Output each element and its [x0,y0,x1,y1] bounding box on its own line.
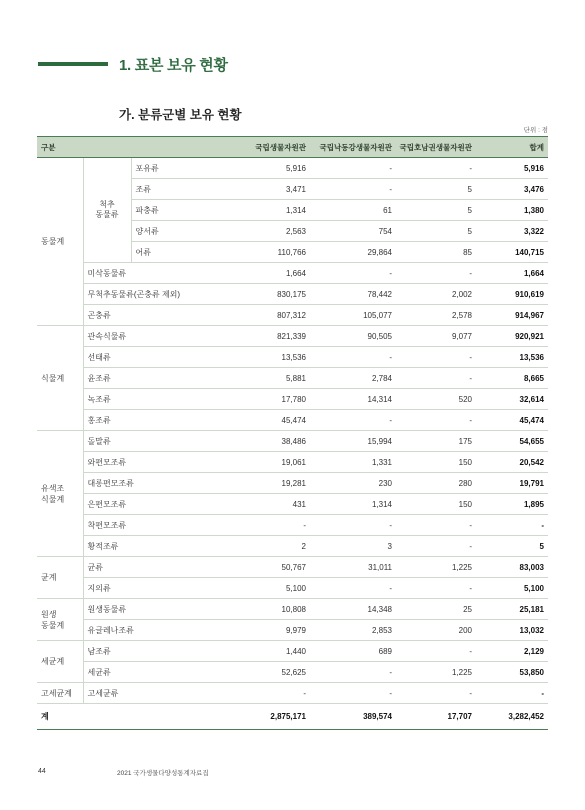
value-hnibr: 25 [396,599,476,620]
table-row [37,473,548,494]
table-row [37,641,548,662]
value-nnibr: 230 [310,473,396,494]
value-hnibr: 5 [396,200,476,221]
value-nnibr: - [310,263,396,284]
taxon-name: 홍조류 [83,410,223,431]
value-nibr: 2,563 [223,221,310,242]
total-hnibr: 17,707 [396,704,476,730]
value-total: - [476,683,548,704]
value-total: 54,655 [476,431,548,452]
value-total: 13,536 [476,347,548,368]
group-cell: 동물계 [37,158,83,326]
footer-text: 2021 국가생물다양성통계자료집 [117,770,209,777]
taxon-name: 황적조류 [83,536,223,557]
value-nibr: 830,175 [223,284,310,305]
value-total: 910,619 [476,284,548,305]
value-total: 19,791 [476,473,548,494]
value-hnibr: 175 [396,431,476,452]
table-row [37,536,548,557]
value-nibr: 19,281 [223,473,310,494]
value-nibr: 13,536 [223,347,310,368]
value-hnibr: 5 [396,221,476,242]
taxon-name: 조류 [131,179,223,200]
value-nibr: 9,979 [223,620,310,641]
table-row [37,431,548,452]
value-nibr: 17,780 [223,389,310,410]
taxon-name: 선태류 [83,347,223,368]
value-hnibr: 520 [396,389,476,410]
value-total: 1,664 [476,263,548,284]
section-title: 1. 표본 보유 현황 [119,57,228,74]
value-hnibr: - [396,641,476,662]
value-hnibr: 9,077 [396,326,476,347]
total-total: 3,282,452 [476,704,548,730]
table-row [37,578,548,599]
value-nnibr: 78,442 [310,284,396,305]
value-total: 32,614 [476,389,548,410]
value-nibr: 2 [223,536,310,557]
value-nibr: 821,339 [223,326,310,347]
taxon-name: 윤조류 [83,368,223,389]
value-nnibr: - [310,662,396,683]
value-total: 5 [476,536,548,557]
table-row [37,410,548,431]
value-total: 13,032 [476,620,548,641]
group-cell: 식물계 [37,326,83,431]
value-nnibr: 2,853 [310,620,396,641]
value-nnibr: 29,864 [310,242,396,263]
value-nibr: 10,808 [223,599,310,620]
total-nnibr: 389,574 [310,704,396,730]
sub-title: 가. 분류군별 보유 현황 [119,108,242,122]
taxon-name: 미삭동물류 [83,263,223,284]
taxon-name: 어류 [131,242,223,263]
value-hnibr: 5 [396,179,476,200]
value-hnibr: 1,225 [396,557,476,578]
value-total: 3,322 [476,221,548,242]
value-nnibr: - [310,683,396,704]
value-hnibr: - [396,578,476,599]
value-nnibr: 754 [310,221,396,242]
subgroup-cell: 척추 동물류 [83,158,131,263]
taxon-name: 고세균류 [83,683,223,704]
taxon-name: 관속식물류 [83,326,223,347]
value-nibr: 19,061 [223,452,310,473]
value-nnibr: - [310,158,396,179]
value-nibr: - [223,683,310,704]
value-nnibr: - [310,179,396,200]
value-hnibr: - [396,683,476,704]
taxon-name: 대롱편모조류 [83,473,223,494]
value-nibr: 431 [223,494,310,515]
table-row [37,515,548,536]
value-nibr: 1,440 [223,641,310,662]
taxon-name: 곤충류 [83,305,223,326]
value-nibr: 52,625 [223,662,310,683]
value-hnibr: 150 [396,494,476,515]
value-total: 914,967 [476,305,548,326]
value-nibr: 45,474 [223,410,310,431]
table-row [37,662,548,683]
group-cell: 세균계 [37,641,83,683]
table-row [37,389,548,410]
taxon-name: 무척추동물류(곤충류 제외) [83,284,223,305]
value-nnibr: 61 [310,200,396,221]
table-row [37,368,548,389]
value-nibr: 807,312 [223,305,310,326]
value-nnibr: 90,505 [310,326,396,347]
table-row [37,158,548,179]
table-row [37,494,548,515]
value-nibr: 5,881 [223,368,310,389]
unit-label: 단위 : 점 [523,127,548,134]
value-hnibr: - [396,368,476,389]
value-hnibr: - [396,263,476,284]
value-nibr: 5,100 [223,578,310,599]
column-header-nnibr: 국립낙동강생물자원관 [310,137,396,158]
value-total: 2,129 [476,641,548,662]
section-accent-bar [38,62,108,66]
taxon-name: 양서류 [131,221,223,242]
value-total: 1,895 [476,494,548,515]
value-total: 140,715 [476,242,548,263]
taxon-name: 유글레나조류 [83,620,223,641]
value-hnibr: 1,225 [396,662,476,683]
value-nibr: 5,916 [223,158,310,179]
value-nnibr: 15,994 [310,431,396,452]
group-cell: 균계 [37,557,83,599]
taxon-name: 은편모조류 [83,494,223,515]
group-cell: 유색조 식물계 [37,431,83,557]
value-total: 45,474 [476,410,548,431]
value-total: 53,850 [476,662,548,683]
value-nnibr: - [310,578,396,599]
value-hnibr: - [396,536,476,557]
value-hnibr: - [396,347,476,368]
table-row [37,620,548,641]
value-hnibr: - [396,158,476,179]
taxon-name: 세균류 [83,662,223,683]
table-total-row [37,704,548,730]
taxon-name: 착편모조류 [83,515,223,536]
value-hnibr: 85 [396,242,476,263]
taxon-name: 원생동물류 [83,599,223,620]
value-nibr: - [223,515,310,536]
table-row [37,683,548,704]
value-hnibr: 280 [396,473,476,494]
taxon-name: 지의류 [83,578,223,599]
group-cell: 고세균계 [37,683,83,704]
value-nnibr: - [310,410,396,431]
column-header-category: 구분 [37,137,223,158]
taxon-name: 와편모조류 [83,452,223,473]
value-total: 83,003 [476,557,548,578]
column-header-nibr: 국립생물자원관 [223,137,310,158]
table-row [37,305,548,326]
total-label: 계 [37,704,223,730]
value-total: 3,476 [476,179,548,200]
taxon-name: 파충류 [131,200,223,221]
value-hnibr: 2,578 [396,305,476,326]
value-nnibr: - [310,347,396,368]
value-total: 5,916 [476,158,548,179]
value-nnibr: - [310,515,396,536]
value-total: 8,665 [476,368,548,389]
value-total: 5,100 [476,578,548,599]
value-hnibr: - [396,515,476,536]
value-total: 20,542 [476,452,548,473]
value-nibr: 1,314 [223,200,310,221]
table-row [37,599,548,620]
value-nibr: 110,766 [223,242,310,263]
value-nnibr: 14,348 [310,599,396,620]
value-nnibr: 1,331 [310,452,396,473]
value-total: 920,921 [476,326,548,347]
value-hnibr: 2,002 [396,284,476,305]
value-nnibr: 3 [310,536,396,557]
taxon-name: 균류 [83,557,223,578]
value-nibr: 1,664 [223,263,310,284]
taxon-name: 남조류 [83,641,223,662]
value-hnibr: - [396,410,476,431]
value-nnibr: 105,077 [310,305,396,326]
value-total: - [476,515,548,536]
column-header-total: 합계 [476,137,548,158]
value-nibr: 38,486 [223,431,310,452]
group-cell: 원생 동물계 [37,599,83,641]
table-header-row [37,137,548,158]
page-number: 44 [38,768,46,775]
total-nibr: 2,875,171 [223,704,310,730]
value-total: 25,181 [476,599,548,620]
table-row [37,284,548,305]
column-header-hnibr: 국립호남권생물자원관 [396,137,476,158]
value-hnibr: 150 [396,452,476,473]
table-row [37,326,548,347]
taxon-name: 포유류 [131,158,223,179]
table-row [37,263,548,284]
value-nnibr: 2,784 [310,368,396,389]
value-hnibr: 200 [396,620,476,641]
table-row [37,347,548,368]
value-nibr: 50,767 [223,557,310,578]
value-nnibr: 689 [310,641,396,662]
table-row [37,557,548,578]
taxon-name: 녹조류 [83,389,223,410]
value-nnibr: 1,314 [310,494,396,515]
table-row [37,452,548,473]
value-nnibr: 14,314 [310,389,396,410]
value-nibr: 3,471 [223,179,310,200]
value-total: 1,380 [476,200,548,221]
taxon-name: 돌말류 [83,431,223,452]
holdings-table [37,136,548,730]
value-nnibr: 31,011 [310,557,396,578]
